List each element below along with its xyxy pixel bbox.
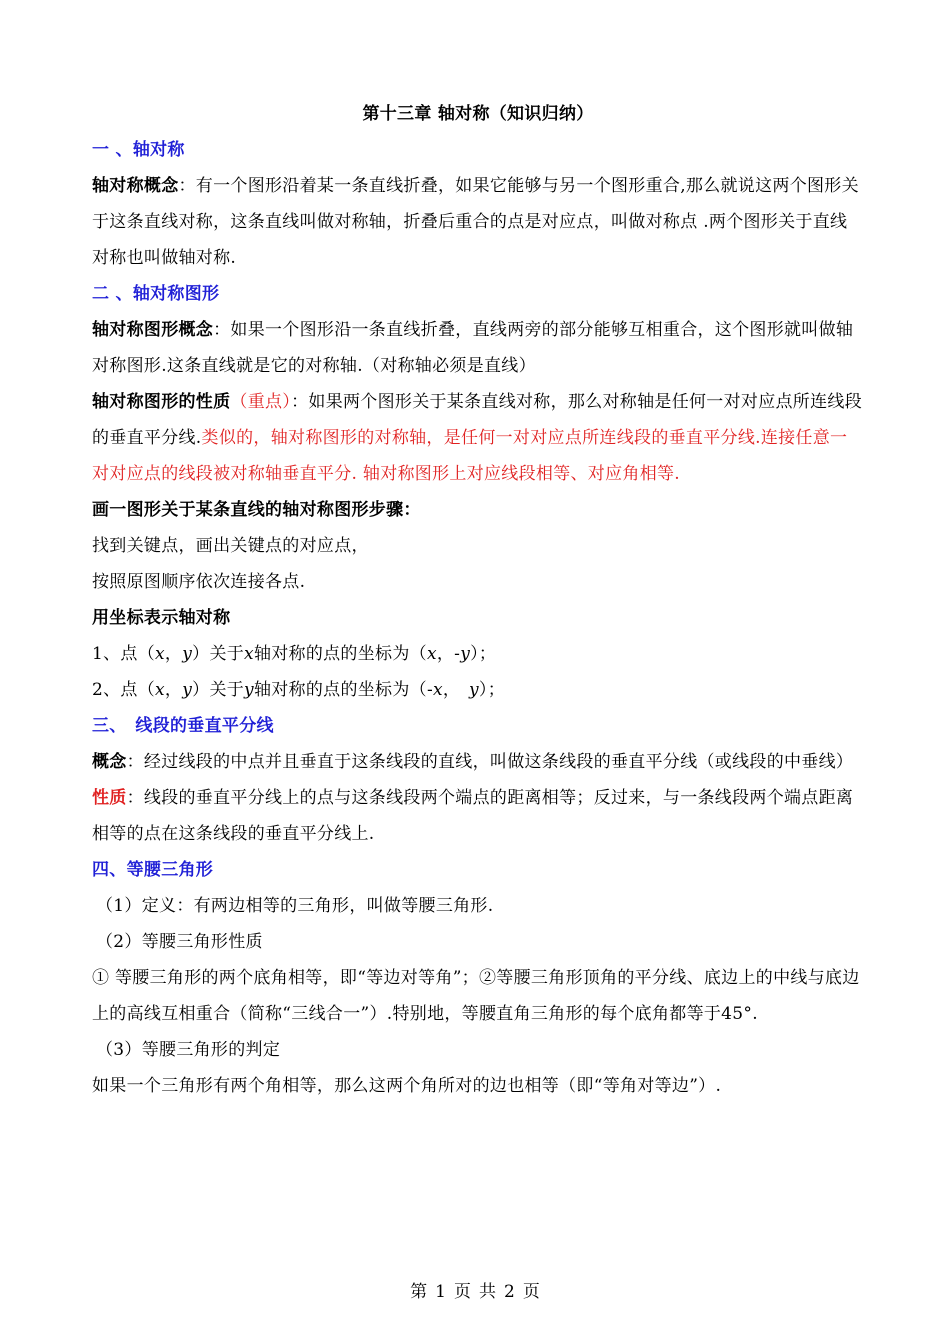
var-x: x <box>433 680 443 700</box>
label: 轴对称图形的性质 <box>92 392 231 412</box>
var-x: x <box>155 680 165 700</box>
isosceles-property-text: ① 等腰三角形的两个底角相等，即“等边对等角”；②等腰三角形顶角的平分线、底边上的中线与底边上的高线互相重合（简称“三线合一”）.特别地，等腰直角三角形的每个底角都等于45°. <box>92 968 860 1024</box>
symmetric-figure-property <box>92 384 864 492</box>
drawing-steps-title: 画一图形关于某条直线的轴对称图形步骤： <box>92 500 421 520</box>
text: ：线段的垂直平分线上的点与这条线段两个端点的距离相等；反过来，与一条线段两个端点距离相等的点在这条线段的垂直平分线上. <box>92 788 854 844</box>
axis-name: x <box>244 644 254 664</box>
isosceles-property-title: （2）等腰三角形性质 <box>96 932 263 952</box>
section-1-heading: 一 、轴对称 <box>92 140 185 160</box>
symmetric-figure-definition <box>92 312 864 384</box>
label: 轴对称图形概念 <box>92 320 214 340</box>
t: ， <box>164 644 183 664</box>
var-y: y <box>460 644 471 664</box>
var-y: y <box>182 644 193 664</box>
section-4-heading: 四、等腰三角形 <box>92 860 214 880</box>
t: ， <box>164 680 183 700</box>
bisector-property <box>92 780 864 852</box>
document-body <box>92 96 864 1104</box>
t: 1、点（ <box>92 644 156 664</box>
page-number: 1 <box>435 1282 446 1302</box>
t: 轴对称的点的坐标为（ <box>253 644 427 664</box>
isosceles-judgement-text: 如果一个三角形有两个角相等，那么这两个角所对的边也相等（即“等角对等边”）. <box>92 1076 722 1096</box>
t: ）关于 <box>192 644 245 664</box>
t: 共 <box>479 1282 496 1302</box>
section-2-heading: 二 、轴对称图形 <box>92 284 220 304</box>
t: 2、点（ <box>92 680 156 700</box>
label: 性质 <box>92 788 127 808</box>
axial-symmetry-definition <box>92 168 864 276</box>
text: ：经过线段的中点并且垂直于这条线段的直线，叫做这条线段的垂直平分线（或线段的中垂线） <box>126 752 854 772</box>
label: 概念 <box>92 752 127 772</box>
document-title: 第十三章 轴对称（知识归纳） <box>362 104 594 124</box>
isosceles-definition: （1）定义：有两边相等的三角形，叫做等腰三角形. <box>96 896 494 916</box>
label: 轴对称概念 <box>92 176 179 196</box>
var-y: y <box>469 680 479 700</box>
drawing-step-1: 找到关键点，画出关键点的对应点， <box>92 536 369 556</box>
page-total: 2 <box>504 1282 515 1302</box>
text: ：如果两个图形关于某条直线对称，那么对称轴是任何一对对应点所连线段的垂直平分线. <box>92 392 863 448</box>
var-x: x <box>155 644 165 664</box>
t: 轴对称的点的坐标为（- <box>253 680 433 700</box>
key-point-tag: （重点） <box>230 392 292 412</box>
coordinate-title: 用坐标表示轴对称 <box>92 608 231 628</box>
text: ：有一个图形沿着某一条直线折叠，如果它能够与另一个图形重合,那么就说这两个图形关于这条直线对称，这条直线叫做对称轴，折叠后重合的点是对应点，叫做对称点 .两个图形关于直线对称也叫做轴对称. <box>92 176 859 268</box>
section-3-heading: 三、 线段的垂直平分线 <box>92 716 274 736</box>
var-x: x <box>426 644 437 664</box>
axis-name: y <box>244 680 254 700</box>
t: ）； <box>478 680 506 700</box>
page-footer <box>0 1280 950 1304</box>
t: ）； <box>470 644 497 664</box>
isosceles-judgement-title: （3）等腰三角形的判定 <box>96 1040 281 1060</box>
t: 第 <box>410 1282 428 1302</box>
t: 页 <box>454 1282 471 1302</box>
text: ：如果一个图形沿一条直线折叠，直线两旁的部分能够互相重合，这个图形就叫做轴对称图形.这条直线就是它的对称轴.（对称轴必须是直线） <box>92 320 854 376</box>
t: ， <box>442 680 469 700</box>
coordinate-rule-2 <box>92 672 864 708</box>
bisector-definition <box>92 744 864 780</box>
t: ，- <box>436 644 461 664</box>
t: 页 <box>522 1282 540 1302</box>
coordinate-rule-1 <box>92 636 864 672</box>
t: ）关于 <box>192 680 245 700</box>
var-y: y <box>182 680 193 700</box>
drawing-step-2: 按照原图顺序依次连接各点. <box>92 572 306 592</box>
highlighted-text: 类似的，轴对称图形的对称轴，是任何一对对应点所连线段的垂直平分线.连接任意一对对应点的线段被对称轴垂直平分. 轴对称图形上对应线段相等、对应角相等. <box>92 428 848 484</box>
